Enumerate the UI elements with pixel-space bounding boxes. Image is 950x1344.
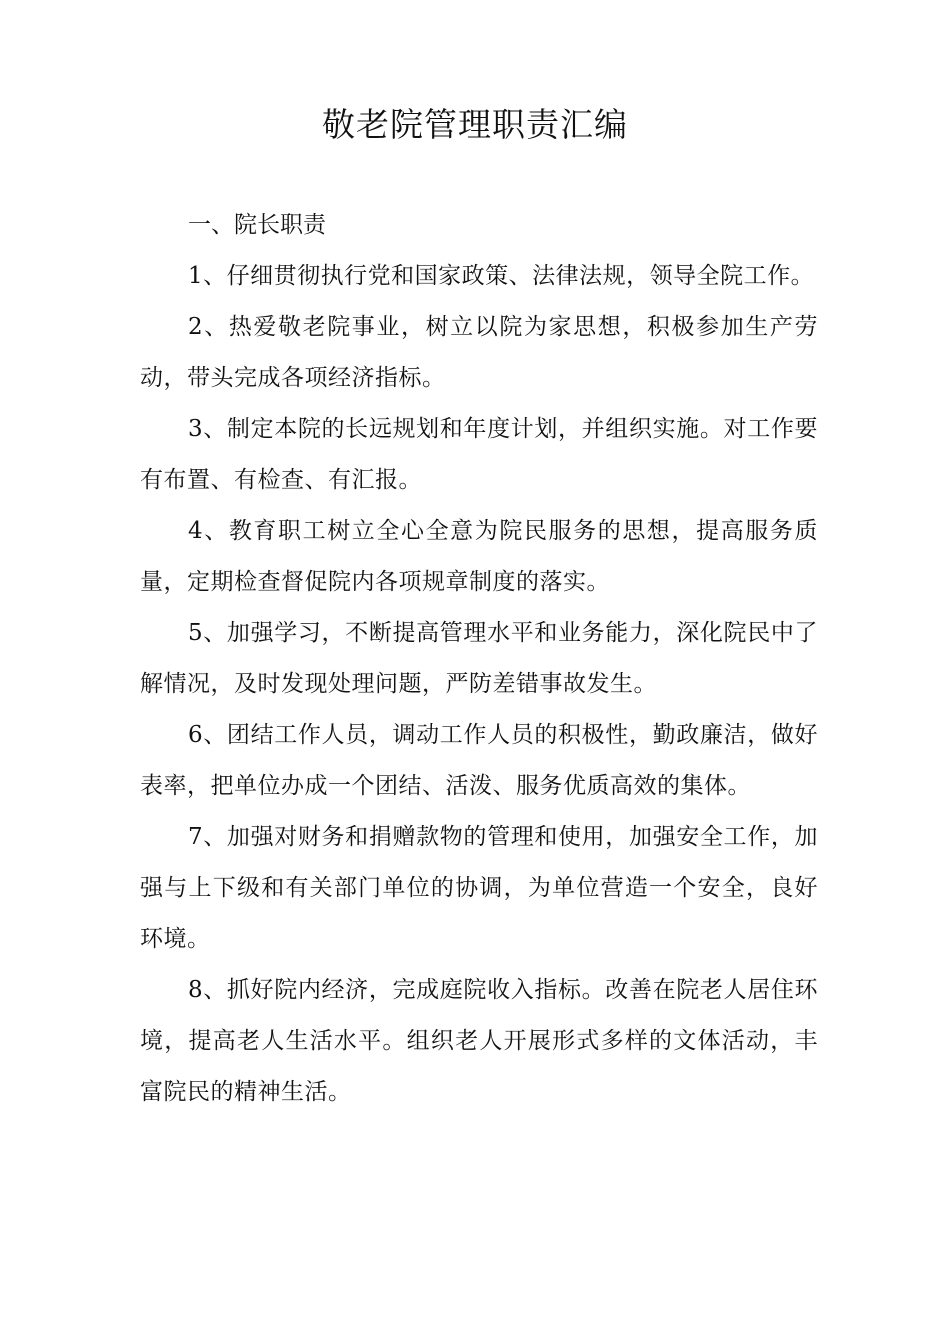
duty-paragraph-8: 8、抓好院内经济，完成庭院收入指标。改善在院老人居住环境，提高老人生活水平。组织老人开展形式多样的文体活动，丰富院民的精神生活。	[140, 977, 818, 1105]
duty-paragraph-3: 3、制定本院的长远规划和年度计划，并组织实施。对工作要有布置、有检查、有汇报。	[140, 416, 818, 493]
duty-paragraph-5: 5、加强学习，不断提高管理水平和业务能力，深化院民中了解情况，及时发现处理问题，严防差错事故发生。	[140, 620, 818, 697]
duty-paragraph-2: 2、热爱敬老院事业，树立以院为家思想，积极参加生产劳动，带头完成各项经济指标。	[140, 314, 818, 391]
document-body	[140, 200, 818, 1118]
duty-paragraph-6: 6、团结工作人员，调动工作人员的积极性，勤政廉洁，做好表率，把单位办成一个团结、活泼、服务优质高效的集体。	[140, 722, 818, 799]
duty-paragraph-1: 1、仔细贯彻执行党和国家政策、法律法规，领导全院工作。	[188, 263, 815, 289]
duty-paragraph-7: 7、加强对财务和捐赠款物的管理和使用，加强安全工作，加强与上下级和有关部门单位的协调，为单位营造一个安全，良好环境。	[140, 824, 818, 952]
section-heading: 一、院长职责	[188, 212, 326, 238]
duty-paragraph-4: 4、教育职工树立全心全意为院民服务的思想，提高服务质量，定期检查督促院内各项规章制度的落实。	[140, 518, 818, 595]
document-title: 敬老院管理职责汇编	[322, 105, 628, 144]
